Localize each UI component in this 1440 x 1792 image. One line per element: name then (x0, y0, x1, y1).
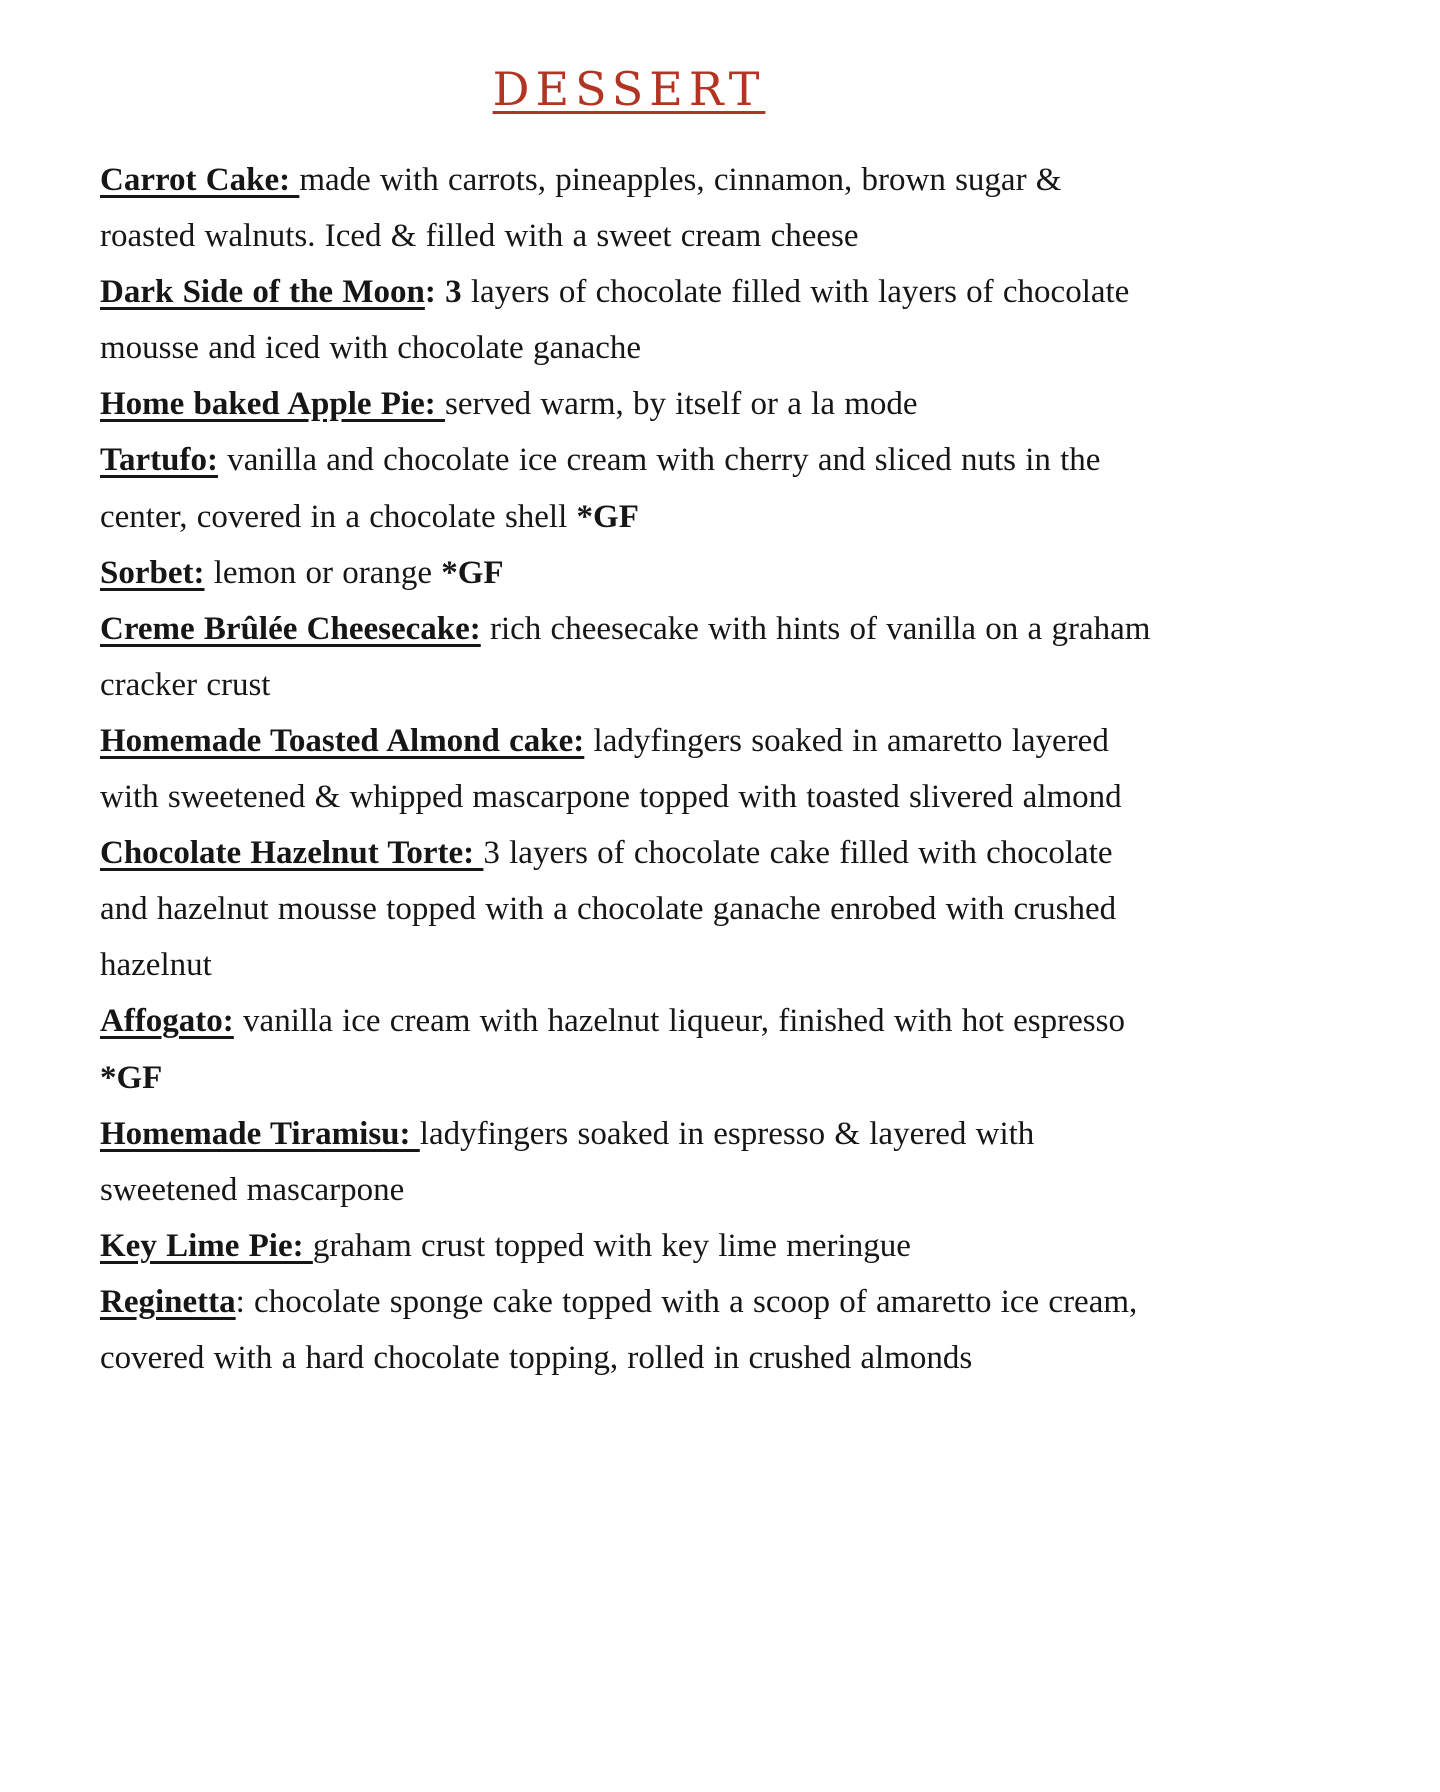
menu-title: DESSERT (492, 62, 766, 116)
item-description: : chocolate sponge cake topped with a scoop of amaretto ice cream, covered with a hard chocolate topping, rolled in crushed almonds (100, 1283, 1138, 1376)
menu-content (100, 62, 1158, 1386)
menu-item (100, 545, 1158, 601)
item-description: vanilla ice cream with hazelnut liqueur, finished with hot espresso (233, 1003, 1125, 1040)
item-description: ladyfingers soaked in espresso & layered with sweetened mascarpone (100, 1115, 1035, 1208)
item-description: lemon or orange (204, 554, 442, 591)
item-description: made with carrots, pineapples, cinnamon, brown sugar & roasted walnuts. Iced & filled with a sweet cream cheese (100, 162, 1062, 255)
menu-item (100, 376, 1158, 432)
item-name: Carrot Cake: (100, 162, 300, 198)
item-name: Tartufo: (100, 442, 218, 479)
item-description: layers of chocolate filled with layers of chocolate mousse and iced with chocolate ganache (100, 274, 1130, 367)
item-name: Home baked Apple Pie: (100, 386, 446, 423)
item-bold-text: *GF (100, 1059, 163, 1096)
menu-item (100, 264, 1158, 376)
menu-item (100, 825, 1158, 993)
item-name: Chocolate Hazelnut Torte: (100, 835, 484, 872)
menu-item (100, 601, 1158, 713)
item-name: Dark Side of the Moon (100, 274, 425, 311)
item-description: vanilla and chocolate ice cream with cherry and sliced nuts in the center, covered in a chocolate shell (100, 442, 1101, 535)
item-bold-text: 3 (445, 274, 471, 311)
item-bold-text: *GF (441, 554, 504, 591)
item-name: Homemade Tiramisu: (100, 1115, 420, 1152)
menu-item (100, 152, 1158, 264)
item-name: Sorbet: (100, 554, 205, 591)
menu-item (100, 1274, 1158, 1386)
item-description: rich cheesecake with hints of vanilla on a graham cracker crust (100, 610, 1151, 703)
item-description: served warm, by itself or a la mode (445, 386, 918, 423)
item-name: Creme Brûlée Cheesecake: (100, 610, 481, 647)
item-name: Reginetta (100, 1283, 236, 1320)
item-name: Key Lime Pie: (100, 1227, 313, 1264)
item-description: ladyfingers soaked in amaretto layered with sweetened & whipped mascarpone topped with toasted slivered almond (100, 722, 1122, 816)
item-name: Homemade Toasted Almond cake: (100, 722, 585, 759)
item-bold-text: : (424, 274, 446, 311)
item-description: graham crust topped with key lime meringue (312, 1227, 911, 1264)
item-bold-text: *GF (576, 498, 639, 535)
item-description: 3 layers of chocolate cake filled with chocolate and hazelnut mousse topped with a chocolate ganache enrobed with crushed hazelnut (100, 835, 1117, 984)
menu-item (100, 1218, 1158, 1274)
menu-item (100, 993, 1158, 1105)
item-name: Affogato: (100, 1003, 234, 1040)
menu-item (100, 432, 1158, 544)
menu-item (100, 1106, 1158, 1218)
menu-item (100, 713, 1158, 825)
menu-items (100, 152, 1158, 1386)
